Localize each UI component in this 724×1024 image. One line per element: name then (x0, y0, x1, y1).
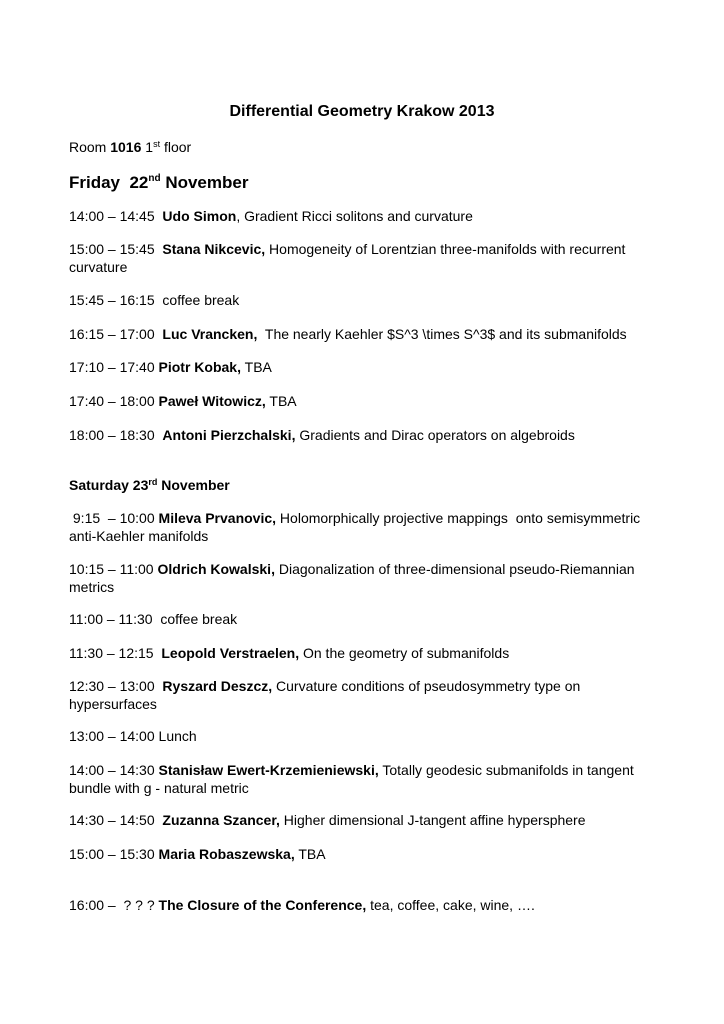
saturday-ordinal: rd (148, 477, 158, 487)
friday-month: November (160, 173, 249, 192)
schedule-entry (69, 510, 659, 545)
day-heading-friday (69, 172, 248, 193)
entry-talk: Diagonalization of three-dimensional pseudo-Riemannian metrics (69, 561, 639, 595)
entry-time: 11:30 – 12:15 (69, 645, 162, 661)
schedule-entry (69, 678, 659, 713)
schedule-entry (69, 846, 659, 864)
schedule-entry (69, 728, 659, 746)
entry-speaker: Paweł Witowicz, (158, 393, 266, 409)
saturday-month: November (157, 477, 230, 493)
entry-time: 17:40 – 18:00 (69, 393, 159, 409)
day-heading-saturday (69, 477, 230, 494)
entry-speaker: The Closure of the Conference, (158, 897, 367, 913)
room-floor-number: 1 (141, 139, 154, 155)
entry-speaker: Piotr Kobak, (158, 359, 241, 375)
schedule-entry (69, 762, 659, 797)
entry-talk: Curvature conditions of pseudosymmetry type on hypersurfaces (69, 678, 585, 712)
entry-speaker: Oldrich Kowalski, (157, 561, 275, 577)
entry-time: 10:15 – 11:00 (69, 561, 158, 577)
entry-time: 15:45 – 16:15 (69, 292, 163, 308)
schedule-entry (69, 208, 659, 226)
schedule-entry (69, 561, 659, 596)
entry-time: 16:15 – 17:00 (69, 326, 163, 342)
room-info (69, 139, 191, 156)
entry-speaker: Maria Robaszewska, (158, 846, 295, 862)
entry-talk: Holomorphically projective mappings onto semisymmetric anti-Kaehler manifolds (69, 510, 648, 544)
entry-talk: Totally geodesic submanifolds in tangent bundle with g - natural metric (69, 762, 638, 796)
entry-talk: Higher dimensional J-tangent affine hypersphere (279, 812, 586, 828)
entry-time: 14:00 – 14:45 (69, 208, 163, 224)
friday-ordinal: nd (148, 173, 161, 184)
entry-talk: coffee break (162, 292, 240, 308)
entry-talk: coffee break (160, 611, 238, 627)
friday-day: Friday 22 (69, 173, 149, 192)
entry-talk: Lunch (158, 728, 197, 744)
schedule-entry (69, 359, 659, 377)
entry-speaker: Leopold Verstraelen, (161, 645, 300, 661)
entry-talk: TBA (265, 393, 297, 409)
entry-time: 16:00 – ? ? ? (69, 897, 159, 913)
entry-speaker: Antoni Pierzchalski, (162, 427, 296, 443)
entry-speaker: Ryszard Deszcz, (162, 678, 273, 694)
room-number: 1016 (110, 139, 142, 155)
entry-time: 9:15 – 10:00 (69, 510, 159, 526)
schedule-entry (69, 897, 659, 915)
entry-time: 14:30 – 14:50 (69, 812, 163, 828)
room-floor-suffix: floor (160, 139, 192, 155)
schedule-entry (69, 611, 659, 629)
schedule-entry (69, 393, 659, 411)
entry-time: 11:00 – 11:30 (69, 611, 161, 627)
entry-talk: TBA (241, 359, 272, 375)
entry-talk: Homogeneity of Lorentzian three-manifolds with recurrent curvature (69, 241, 630, 275)
entry-time: 17:10 – 17:40 (69, 359, 159, 375)
room-floor-ordinal: st (153, 139, 161, 149)
schedule-entry (69, 292, 659, 310)
entry-time: 13:00 – 14:00 (69, 728, 159, 744)
room-prefix: Room (69, 139, 111, 155)
schedule-entry (69, 241, 659, 276)
schedule-entry (69, 645, 659, 663)
entry-speaker: Luc Vrancken, (162, 326, 258, 342)
schedule-entry (69, 427, 659, 445)
entry-time: 14:00 – 14:30 (69, 762, 159, 778)
entry-time: 12:30 – 13:00 (69, 678, 163, 694)
entry-talk: , Gradient Ricci solitons and curvature (236, 208, 473, 224)
saturday-day: Saturday 23 (69, 477, 149, 493)
schedule-entry (69, 812, 659, 830)
entry-speaker: Udo Simon (162, 208, 237, 224)
entry-speaker: Stana Nikcevic, (162, 241, 266, 257)
entry-speaker: Stanisław Ewert-Krzemieniewski, (158, 762, 379, 778)
schedule-entry (69, 326, 659, 344)
entry-talk: The nearly Kaehler $S^3 \times S^3$ and its submanifolds (257, 326, 627, 342)
page-title: Differential Geometry Krakow 2013 (229, 103, 495, 120)
entry-talk: TBA (294, 846, 326, 862)
entry-time: 15:00 – 15:45 (69, 241, 163, 257)
entry-speaker: Mileva Prvanovic, (158, 510, 277, 526)
entry-time: 18:00 – 18:30 (69, 427, 163, 443)
entry-talk: tea, coffee, cake, wine, …. (366, 897, 535, 913)
entry-speaker: Zuzanna Szancer, (162, 812, 280, 828)
entry-talk: Gradients and Dirac operators on algebroids (295, 427, 575, 443)
entry-time: 15:00 – 15:30 (69, 846, 159, 862)
entry-talk: On the geometry of submanifolds (299, 645, 510, 661)
